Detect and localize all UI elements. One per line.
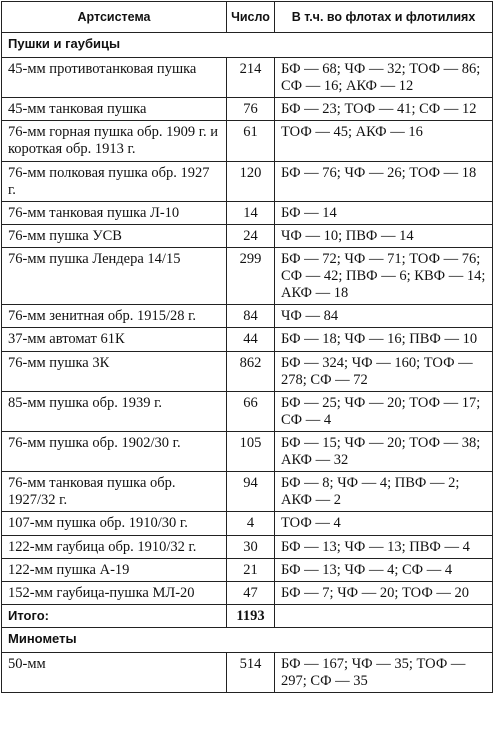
header-fleets: В т.ч. во флотах и флотилиях <box>275 2 493 33</box>
fleets-cell: БФ — 15; ЧФ — 20; ТОФ — 38; АКФ — 32 <box>275 431 493 471</box>
fleets-cell: БФ — 76; ЧФ — 26; ТОФ — 18 <box>275 161 493 201</box>
count-cell: 24 <box>227 224 275 247</box>
artillery-table <box>1 1 493 693</box>
table-row <box>2 512 493 535</box>
section-row <box>2 627 493 652</box>
fleets-cell: БФ — 324; ЧФ — 160; ТОФ — 278; СФ — 72 <box>275 351 493 391</box>
artsystem-cell: 152-мм гаубица-пушка МЛ-20 <box>2 581 227 604</box>
fleets-cell: БФ — 25; ЧФ — 20; ТОФ — 17; СФ — 4 <box>275 391 493 431</box>
total-label: Итого: <box>2 604 227 627</box>
fleets-cell: БФ — 8; ЧФ — 4; ПВФ — 2; АКФ — 2 <box>275 472 493 512</box>
fleets-cell: ТОФ — 45; АКФ — 16 <box>275 121 493 161</box>
count-cell: 214 <box>227 58 275 98</box>
count-cell: 14 <box>227 201 275 224</box>
count-cell: 47 <box>227 581 275 604</box>
table-row <box>2 558 493 581</box>
artsystem-cell: 76-мм танковая пушка Л-10 <box>2 201 227 224</box>
artsystem-cell: 76-мм зенитная обр. 1915/28 г. <box>2 305 227 328</box>
fleets-cell: БФ — 13; ЧФ — 13; ПВФ — 4 <box>275 535 493 558</box>
table-body <box>2 33 493 693</box>
table-row <box>2 351 493 391</box>
fleets-cell: БФ — 14 <box>275 201 493 224</box>
artsystem-cell: 45-мм танковая пушка <box>2 98 227 121</box>
table-row <box>2 161 493 201</box>
count-cell: 299 <box>227 247 275 304</box>
table-row <box>2 305 493 328</box>
count-cell: 66 <box>227 391 275 431</box>
count-cell: 105 <box>227 431 275 471</box>
fleets-cell: БФ — 13; ЧФ — 4; СФ — 4 <box>275 558 493 581</box>
artsystem-cell: 50-мм <box>2 652 227 692</box>
artsystem-cell: 107-мм пушка обр. 1910/30 г. <box>2 512 227 535</box>
header-artsystem: Артсистема <box>2 2 227 33</box>
table-row <box>2 472 493 512</box>
artsystem-cell: 45-мм противотанковая пушка <box>2 58 227 98</box>
count-cell: 84 <box>227 305 275 328</box>
artsystem-cell: 76-мм пушка УСВ <box>2 224 227 247</box>
count-cell: 21 <box>227 558 275 581</box>
count-cell: 94 <box>227 472 275 512</box>
total-row <box>2 604 493 627</box>
count-cell: 120 <box>227 161 275 201</box>
artsystem-cell: 76-мм горная пушка обр. 1909 г. и короткая обр. 1913 г. <box>2 121 227 161</box>
artsystem-cell: 85-мм пушка обр. 1939 г. <box>2 391 227 431</box>
table-row <box>2 581 493 604</box>
fleets-cell: БФ — 23; ТОФ — 41; СФ — 12 <box>275 98 493 121</box>
count-cell: 61 <box>227 121 275 161</box>
artsystem-cell: 76-мм полковая пушка обр. 1927 г. <box>2 161 227 201</box>
table-row <box>2 201 493 224</box>
fleets-cell: БФ — 18; ЧФ — 16; ПВФ — 10 <box>275 328 493 351</box>
count-cell: 862 <box>227 351 275 391</box>
artsystem-cell: 122-мм пушка А-19 <box>2 558 227 581</box>
table-row <box>2 224 493 247</box>
count-cell: 514 <box>227 652 275 692</box>
table-row <box>2 98 493 121</box>
table-row <box>2 391 493 431</box>
table-row <box>2 247 493 304</box>
count-cell: 44 <box>227 328 275 351</box>
count-cell: 30 <box>227 535 275 558</box>
fleets-cell: БФ — 68; ЧФ — 32; ТОФ — 86; СФ — 16; АКФ — 12 <box>275 58 493 98</box>
header-row <box>2 2 493 33</box>
section-row <box>2 33 493 58</box>
artsystem-cell: 76-мм пушка Лендера 14/15 <box>2 247 227 304</box>
artsystem-cell: 122-мм гаубица обр. 1910/32 г. <box>2 535 227 558</box>
table-row <box>2 652 493 692</box>
table-row <box>2 535 493 558</box>
fleets-cell: БФ — 72; ЧФ — 71; ТОФ — 76; СФ — 42; ПВФ — 6; КВФ — 14; АКФ — 18 <box>275 247 493 304</box>
count-cell: 4 <box>227 512 275 535</box>
section-title: Пушки и гаубицы <box>2 33 493 58</box>
table-row <box>2 431 493 471</box>
fleets-cell: ЧФ — 84 <box>275 305 493 328</box>
count-cell: 76 <box>227 98 275 121</box>
table-row <box>2 328 493 351</box>
artsystem-cell: 37-мм автомат 61К <box>2 328 227 351</box>
artsystem-cell: 76-мм пушка обр. 1902/30 г. <box>2 431 227 471</box>
total-count: 1193 <box>227 604 275 627</box>
fleets-cell: БФ — 167; ЧФ — 35; ТОФ — 297; СФ — 35 <box>275 652 493 692</box>
table-row <box>2 58 493 98</box>
header-count: Число <box>227 2 275 33</box>
section-title: Минометы <box>2 627 493 652</box>
table-row <box>2 121 493 161</box>
fleets-cell: ЧФ — 10; ПВФ — 14 <box>275 224 493 247</box>
artsystem-cell: 76-мм танковая пушка обр. 1927/32 г. <box>2 472 227 512</box>
total-fleets <box>275 604 493 627</box>
artsystem-cell: 76-мм пушка 3К <box>2 351 227 391</box>
fleets-cell: БФ — 7; ЧФ — 20; ТОФ — 20 <box>275 581 493 604</box>
fleets-cell: ТОФ — 4 <box>275 512 493 535</box>
